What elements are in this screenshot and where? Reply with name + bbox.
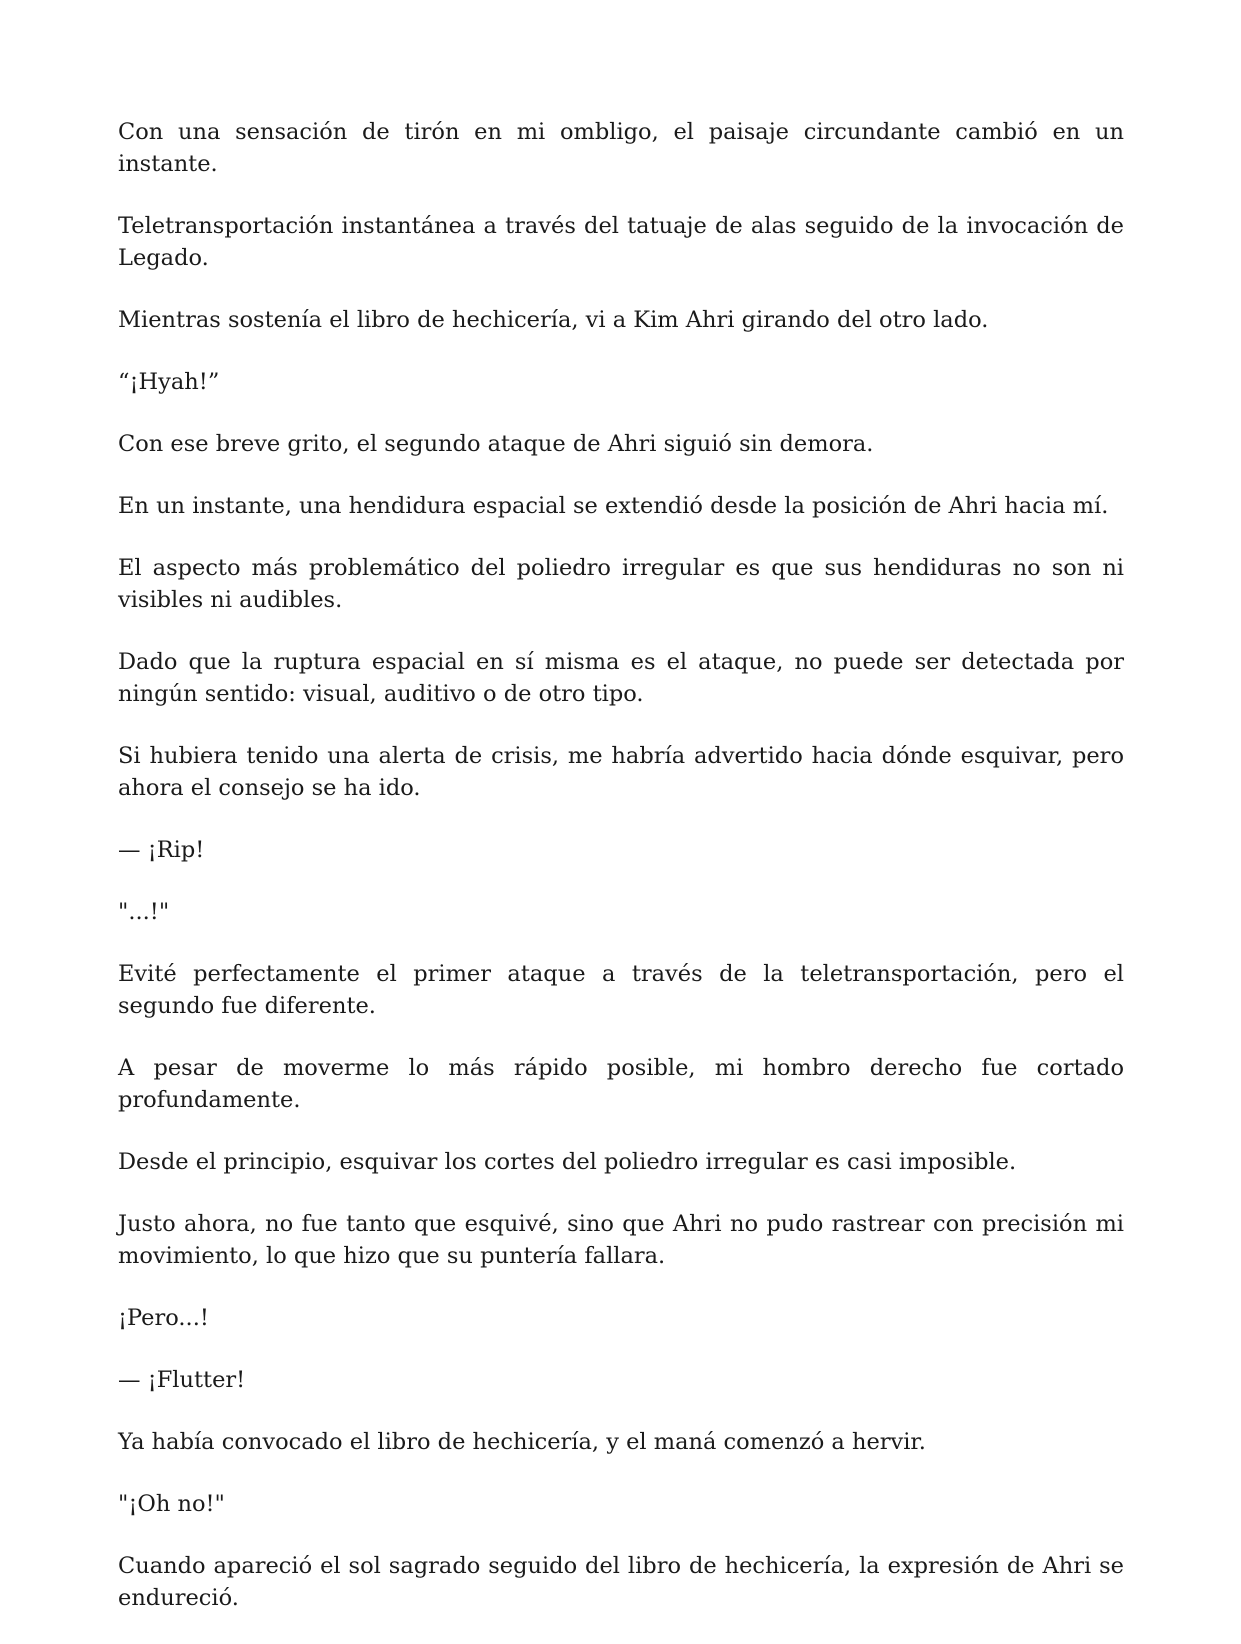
document-body — [118, 116, 1124, 1644]
paragraph: "...!" — [118, 899, 170, 925]
paragraph: Con ese breve grito, el segundo ataque de Ahri siguió sin demora. — [118, 431, 874, 457]
paragraph: El aspecto más problemático del poliedro irregular es que sus hendiduras no son ni visibles ni audibles. — [118, 555, 1124, 613]
paragraph: “¡Hyah!” — [118, 369, 220, 395]
paragraph: Desde el principio, esquivar los cortes del poliedro irregular es casi imposible. — [118, 1149, 1017, 1175]
paragraph: Si hubiera tenido una alerta de crisis, me habría advertido hacia dónde esquivar, pero ahora el consejo se ha ido. — [118, 743, 1124, 801]
paragraph: ¡Pero...! — [118, 1305, 209, 1331]
paragraph: Evité perfectamente el primer ataque a través de la teletransportación, pero el segundo fue diferente. — [118, 961, 1124, 1019]
paragraph: — ¡Flutter! — [118, 1367, 246, 1393]
paragraph: En un instante, una hendidura espacial se extendió desde la posición de Ahri hacia mí. — [118, 493, 1109, 519]
paragraph: "¡Oh no!" — [118, 1491, 225, 1517]
paragraph: Con una sensación de tirón en mi ombligo, el paisaje circundante cambió en un instante. — [118, 119, 1124, 177]
paragraph: Justo ahora, no fue tanto que esquivé, sino que Ahri no pudo rastrear con precisión mi movimiento, lo que hizo que su puntería fallara. — [118, 1211, 1124, 1269]
paragraph: Ya había convocado el libro de hechicería, y el maná comenzó a hervir. — [118, 1429, 926, 1455]
paragraph: Cuando apareció el sol sagrado seguido del libro de hechicería, la expresión de Ahri se endureció. — [118, 1553, 1124, 1611]
paragraph: Mientras sostenía el libro de hechicería, vi a Kim Ahri girando del otro lado. — [118, 307, 989, 333]
paragraph: — ¡Rip! — [118, 837, 205, 863]
paragraph: Dado que la ruptura espacial en sí misma es el ataque, no puede ser detectada por ningún sentido: visual, auditivo o de otro tipo. — [118, 649, 1124, 707]
paragraph: Teletransportación instantánea a través del tatuaje de alas seguido de la invocación de Legado. — [118, 213, 1124, 271]
paragraph: A pesar de moverme lo más rápido posible, mi hombro derecho fue cortado profundamente. — [118, 1055, 1124, 1113]
